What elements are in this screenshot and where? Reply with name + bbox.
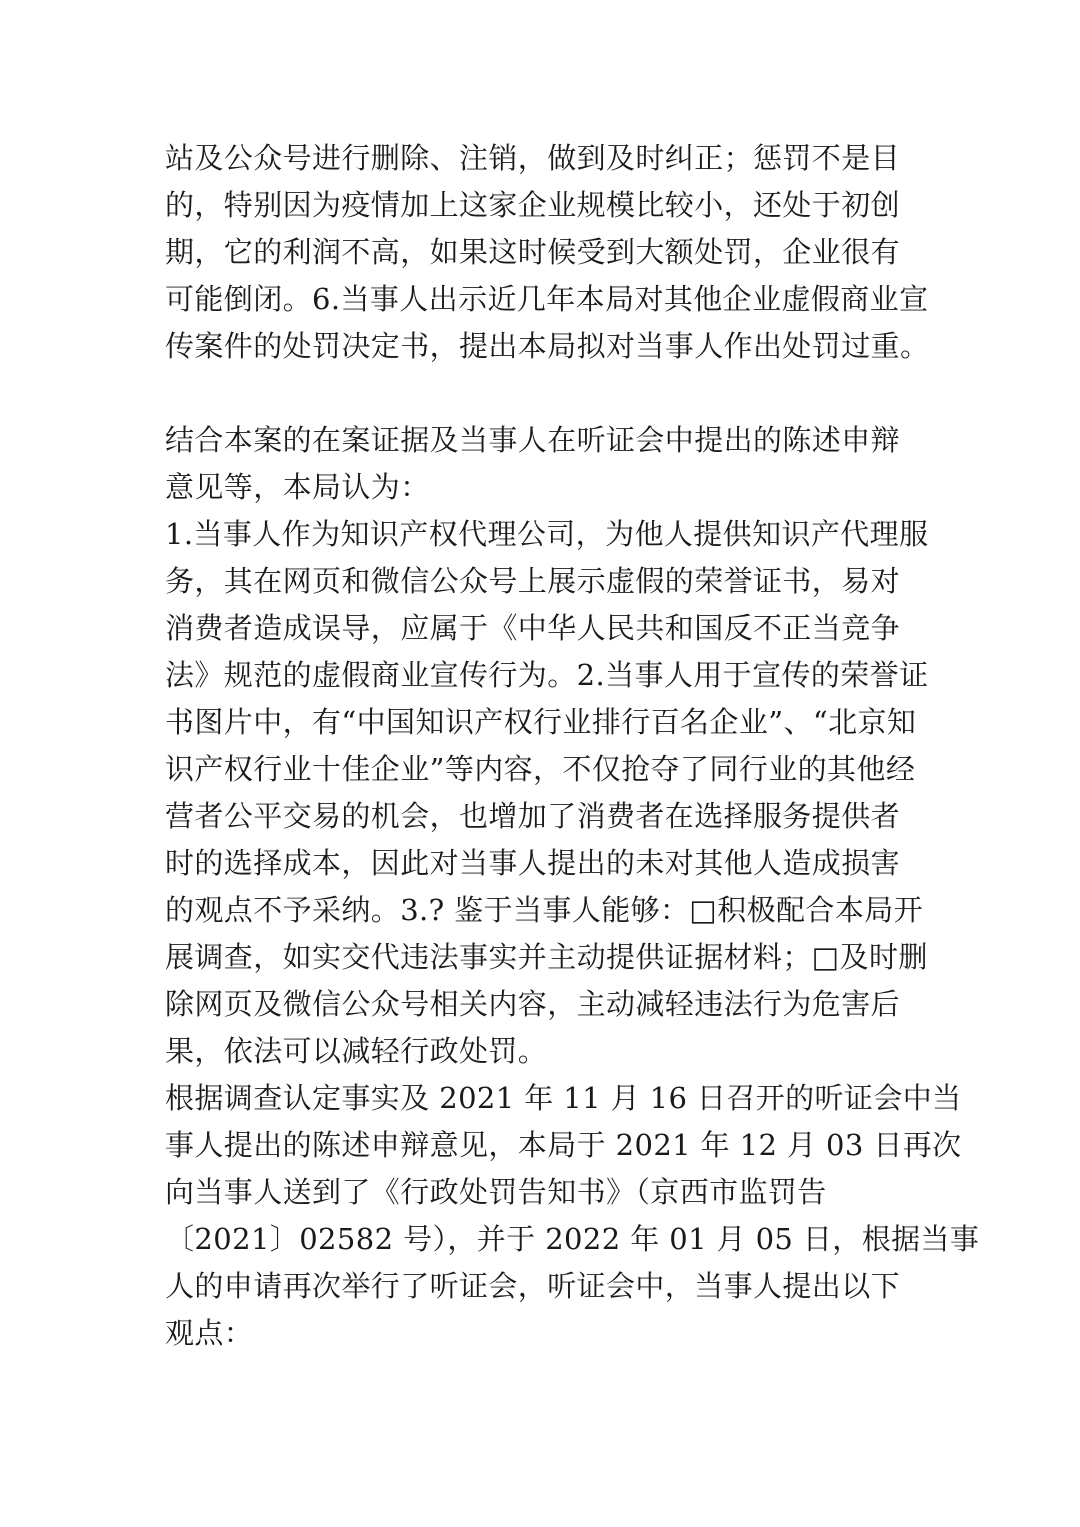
text-line: 人的申请再次举行了听证会，听证会中，当事人提出以下 xyxy=(165,1269,901,1303)
text-line: 的观点不予采纳。3.? 鉴于当事人能够：□积极配合本局开 xyxy=(165,893,924,927)
text-line: 观点： xyxy=(165,1316,254,1350)
text-line: 期，它的利润不高，如果这时候受到大额处罚，企业很有 xyxy=(165,235,901,269)
text-line: 消费者造成误导，应属于《中华人民共和国反不正当竞争 xyxy=(165,611,901,645)
text-line: 可能倒闭。6.当事人出示近几年本局对其他企业虚假商业宣 xyxy=(165,282,929,316)
text-line: 事人提出的陈述申辩意见，本局于 2021 年 12 月 03 日再次 xyxy=(165,1128,962,1162)
text-line: 根据调查认定事实及 2021 年 11 月 16 日召开的听证会中当 xyxy=(165,1081,962,1115)
text-line: 向当事人送到了《行政处罚告知书》（京西市监罚告 xyxy=(165,1175,827,1209)
text-line: 除网页及微信公众号相关内容，主动减轻违法行为危害后 xyxy=(165,987,901,1021)
text-line: 意见等，本局认为： xyxy=(165,470,430,504)
text-line: 营者公平交易的机会，也增加了消费者在选择服务提供者 xyxy=(165,799,901,833)
text-line: 展调查，如实交代违法事实并主动提供证据材料；□及时删 xyxy=(165,940,928,974)
text-line: 1.当事人作为知识产权代理公司，为他人提供知识产代理服 xyxy=(165,517,929,551)
text-line: 〔2021〕02582 号），并于 2022 年 01 月 05 日，根据当事 xyxy=(165,1222,980,1256)
text-line: 法》规范的虚假商业宣传行为。2.当事人用于宣传的荣誉证 xyxy=(165,658,929,692)
text-line: 传案件的处罚决定书，提出本局拟对当事人作出处罚过重。 xyxy=(165,329,930,363)
text-line: 识产权行业十佳企业”等内容，不仅抢夺了同行业的其他经 xyxy=(165,752,916,786)
text-line: 站及公众号进行删除、注销，做到及时纠正；惩罚不是目 xyxy=(165,141,901,175)
text-line: 果，依法可以减轻行政处罚。 xyxy=(165,1034,548,1068)
text-line: 时的选择成本，因此对当事人提出的未对其他人造成损害 xyxy=(165,846,901,880)
text-line: 的，特别因为疫情加上这家企业规模比较小，还处于初创 xyxy=(165,188,901,222)
text-line: 书图片中，有“中国知识产权行业排行百名企业”、“北京知 xyxy=(165,705,917,739)
text-line: 务，其在网页和微信公众号上展示虚假的荣誉证书，易对 xyxy=(165,564,901,598)
text-line: 结合本案的在案证据及当事人在听证会中提出的陈述申辩 xyxy=(165,423,901,457)
